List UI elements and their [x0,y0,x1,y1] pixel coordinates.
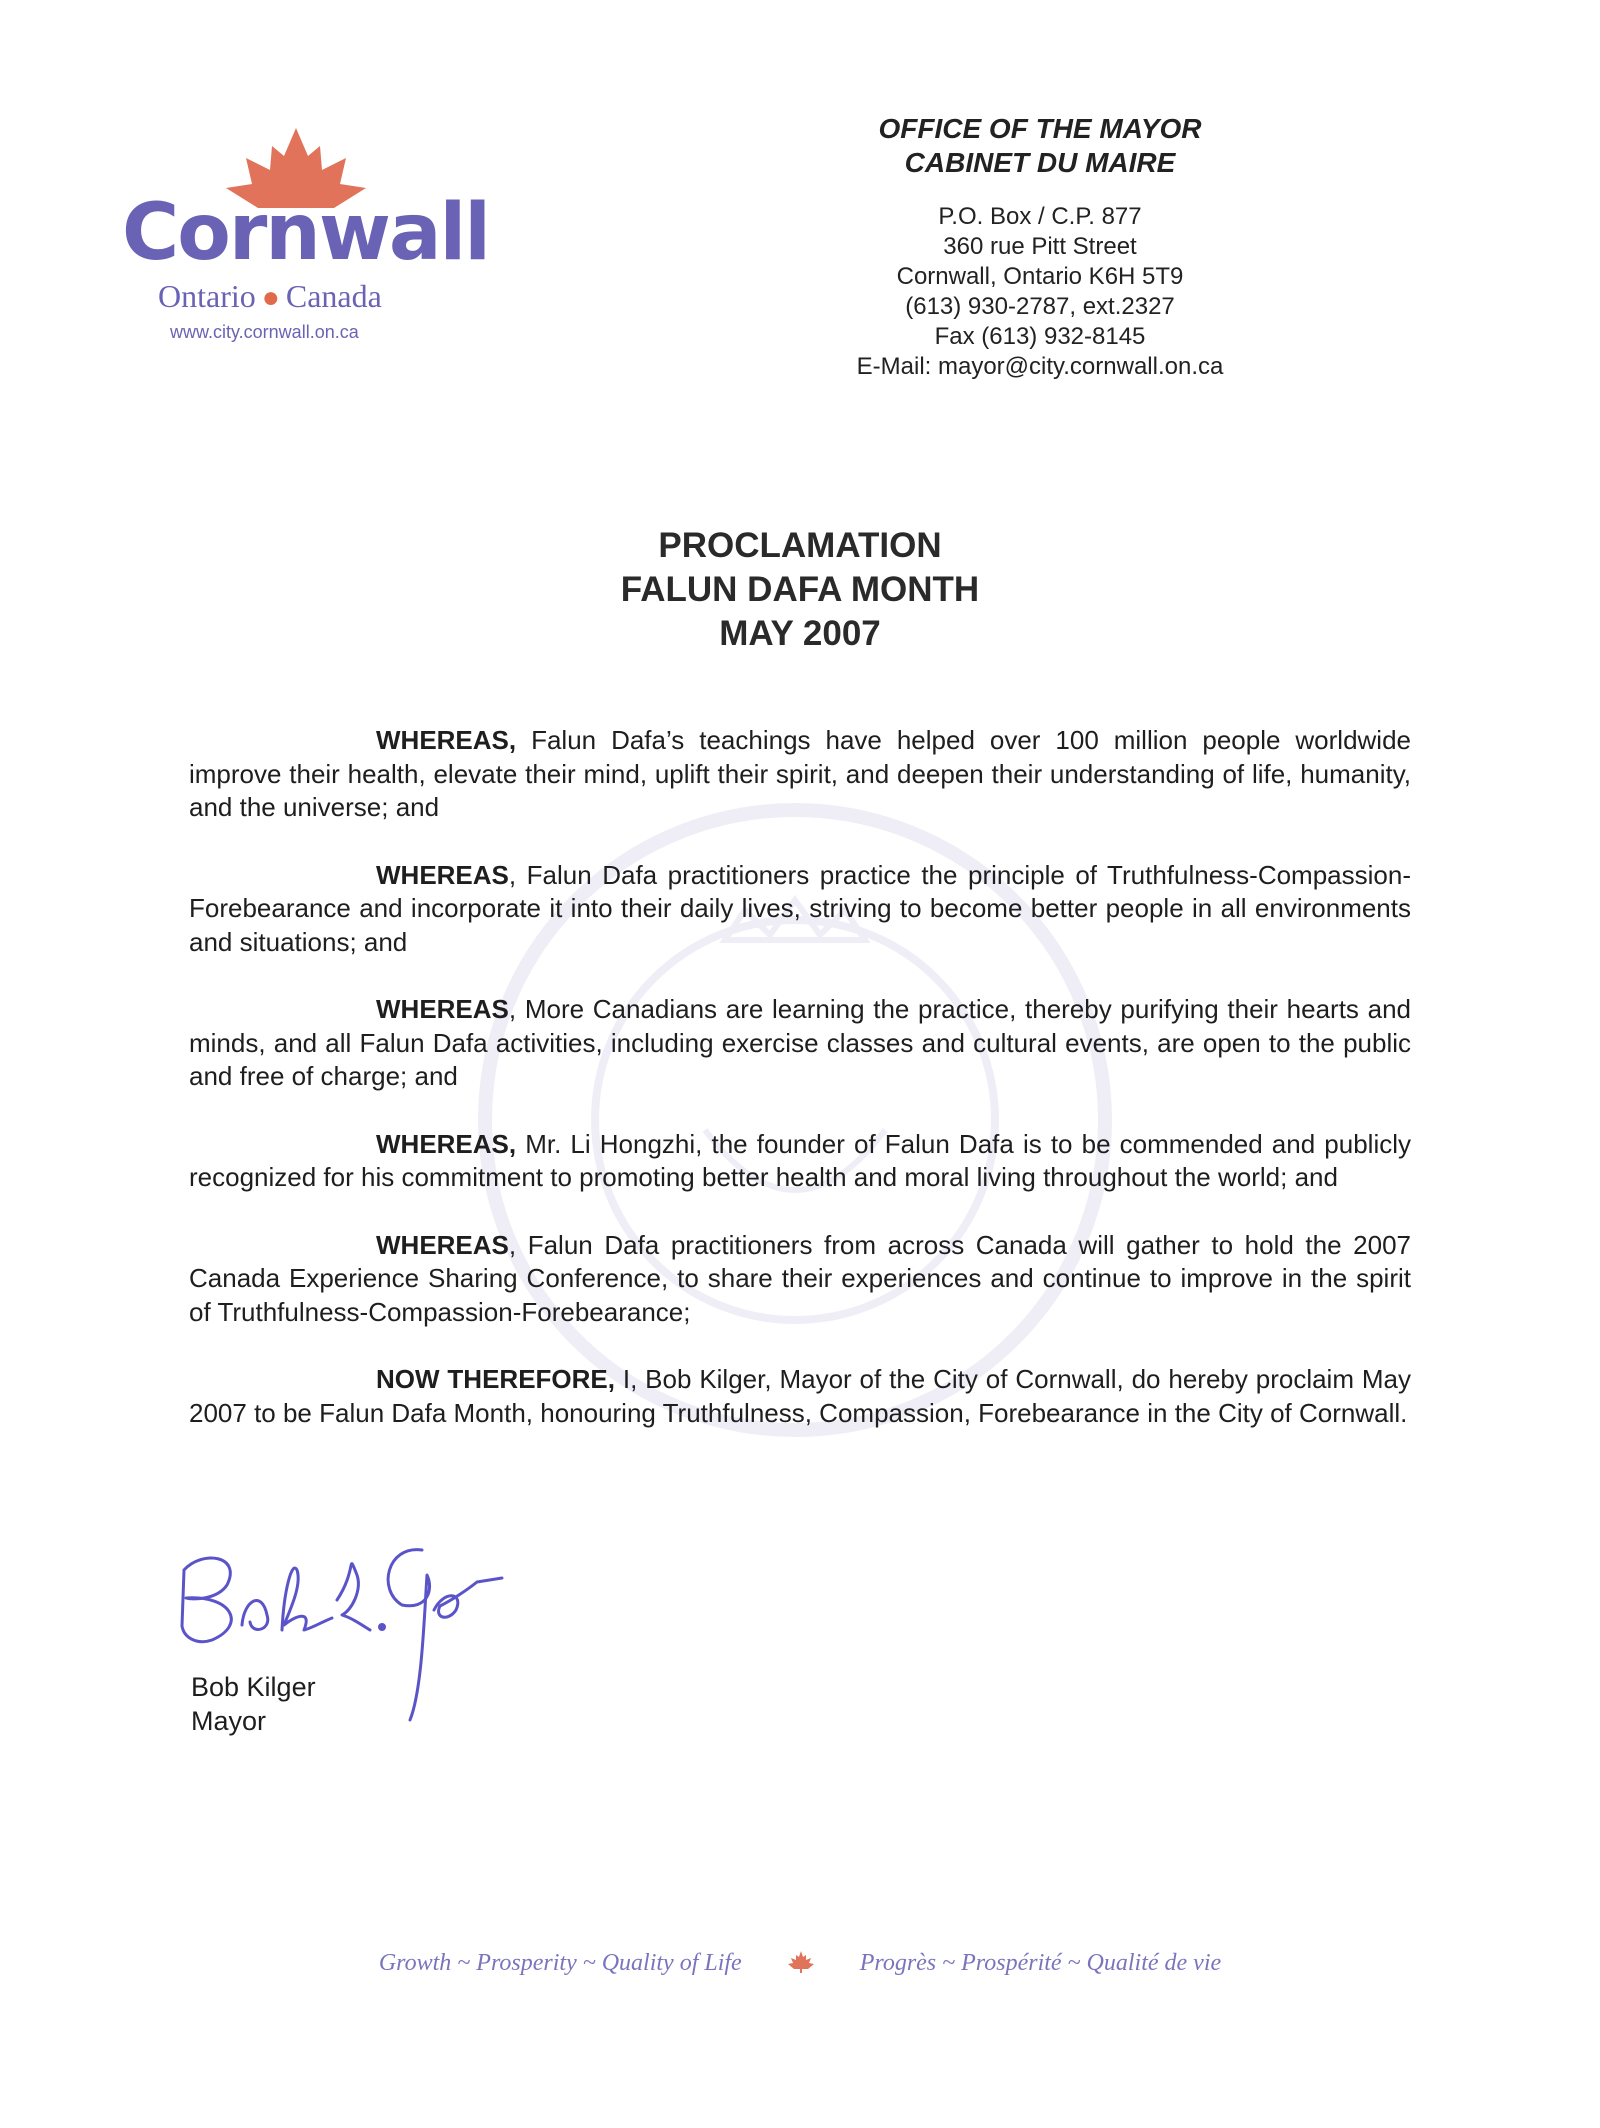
paragraph-lead: WHEREAS [376,994,509,1024]
logo-url: www.city.cornwall.on.ca [170,322,359,342]
address-line: P.O. Box / C.P. 877 [938,203,1142,230]
logo-wordmark: Cornwall [122,188,489,278]
paragraph-lead: NOW THEREFORE, [376,1364,615,1394]
proclamation-body [189,724,1411,1464]
address-line: Cornwall, Ontario K6H 5T9 [896,263,1184,290]
paragraph-text: , Falun Dafa practitioners from across Canada will gather to hold the 2007 Canada Experience Sharing Conference, to share their experiences and continue to improve in the spirit of Truthfulness-Compassion-Forebearance; [189,1229,1411,1327]
paragraph-text: , Falun Dafa practitioners practice the principle of Truthfulness-Compassion-Forebearance and incorporate it into their daily lives, striving to become better people in all environments and situations; and [189,859,1411,957]
paragraph-text: , More Canadians are learning the practice, thereby purifying their hearts and minds, and all Falun Dafa activities, including exercise classes and cultural events, are open to the public and free of charge; and [189,994,1411,1091]
paragraph-lead: WHEREAS [376,859,509,890]
office-address [800,202,1280,382]
footer-motto [0,1950,1600,1977]
whereas-paragraph-4 [189,1128,1411,1195]
paragraph-text: Falun Dafa’s teachings have helped over 100 million people worldwide improve their health, elevate their mind, uplift their spirit, and deepen their understanding of life, humanity, and the universe; and [189,725,1411,822]
whereas-paragraph-3 [189,993,1411,1094]
paragraph-lead: WHEREAS, [376,1128,517,1159]
logo-country: Canada [285,278,382,314]
maple-leaf-icon [788,1951,814,1973]
motto-french: Progrès ~ Prospérité ~ Qualité de vie [859,1950,1222,1976]
address-line: (613) 930-2787, ext.2327 [905,293,1175,320]
signer-role: Mayor [191,1706,267,1736]
whereas-paragraph-2 [189,859,1411,960]
paragraph-lead: WHEREAS [376,1229,509,1260]
signer-block [191,1670,316,1738]
paragraph-lead: WHEREAS, [376,725,517,755]
now-therefore-paragraph [189,1363,1411,1430]
title-line-3: MAY 2007 [719,614,881,653]
address-line: Fax (613) 932-8145 [934,323,1146,350]
whereas-paragraph-1 [189,724,1411,825]
address-line: 360 rue Pitt Street [943,233,1137,260]
title-line-2: FALUN DAFA MONTH [620,570,980,609]
signer-name: Bob Kilger [191,1672,316,1702]
office-title-en: OFFICE OF THE MAYOR [878,113,1202,144]
bullet-dot-icon: ● [261,281,280,314]
title-line-1: PROCLAMATION [658,526,942,565]
whereas-paragraph-5 [189,1229,1411,1330]
address-line: E-Mail: mayor@city.cornwall.on.ca [856,353,1224,380]
office-header [800,112,1280,382]
logo-place [158,278,382,315]
motto-english: Growth ~ Prosperity ~ Quality of Life [378,1950,742,1976]
cornwall-logo [118,128,489,348]
logo-province: Ontario [158,278,256,314]
office-title-fr: CABINET DU MAIRE [904,147,1176,178]
paragraph-text: I, Bob Kilger, Mayor of the City of Cornwall, do hereby proclaim May 2007 to be Falun Dafa Month, honouring Truthfulness, Compassion, Forebearance in the City of Cornwall. [189,1364,1411,1428]
proclamation-title [500,524,1100,656]
paragraph-text: Mr. Li Hongzhi, the founder of Falun Dafa is to be commended and publicly recognized for his commitment to promoting better health and moral living throughout the world; and [189,1128,1411,1192]
